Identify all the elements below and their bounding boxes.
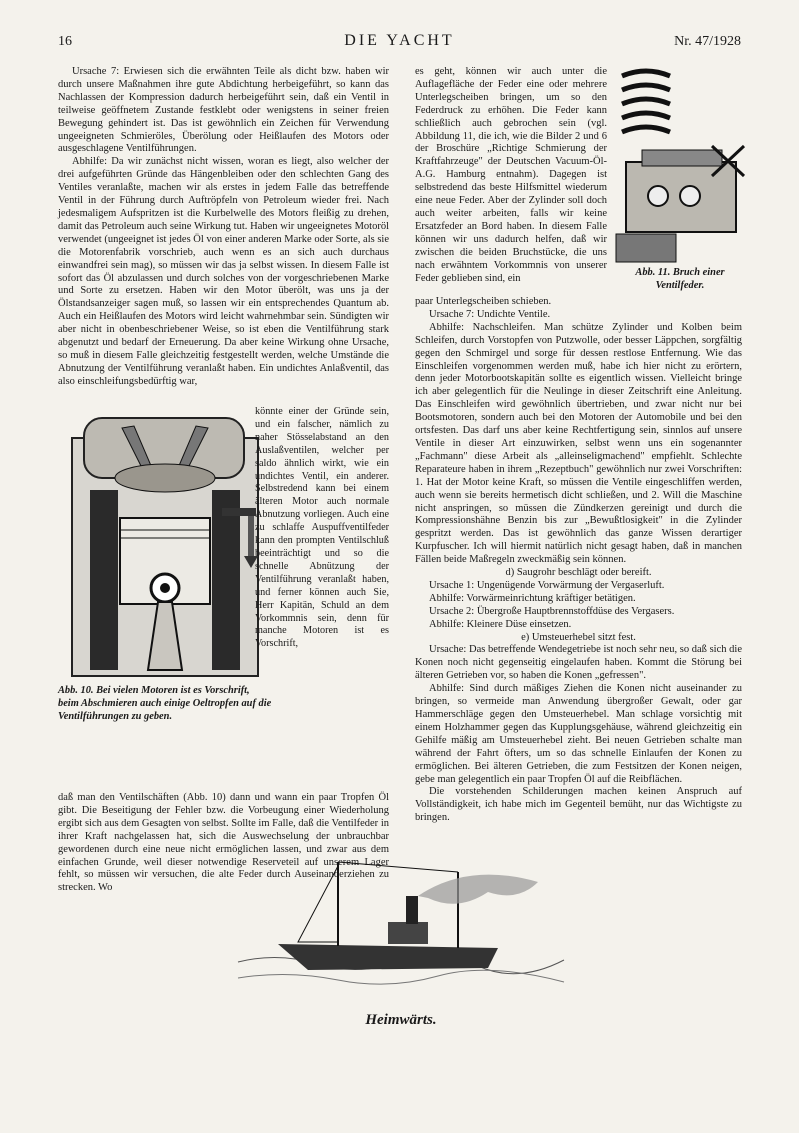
- page-number: 16: [58, 34, 72, 49]
- paragraph: paar Unterlegscheiben schieben.: [415, 296, 552, 307]
- engine-cross-section-illustration: [62, 408, 268, 676]
- right-column-top: [415, 66, 607, 296]
- figure-10-caption: Abb. 10. Bei vielen Motoren ist es Vorschrift, beim Abschmieren auch einige Oeltropfen auf die Ventilführungen zu geben.: [58, 685, 272, 722]
- steam-trawler-illustration: [238, 852, 564, 1002]
- paragraph: Ursache 2: Übergroße Hauptbrennstoffdüse des Vergasers.: [429, 605, 675, 617]
- paragraph: Die vorstehenden Schilderungen machen keinen Anspruch auf Vollständigkeit, ich habe mich im Gegenteil bemüht, nur das Wichtigste zu bringen.: [415, 786, 742, 824]
- paragraph: Ursache 7: Undichte Ventile.: [429, 308, 551, 320]
- paragraph: Abhilfe: Kleinere Düse einsetzen.: [429, 618, 572, 630]
- figure-11-caption: Abb. 11. Bruch einer Ventilfeder.: [635, 267, 725, 291]
- illustration-caption: Heimwärts.: [365, 1012, 437, 1028]
- left-column-beside-figure: [255, 406, 389, 786]
- broken-valve-spring-illustration: [612, 66, 748, 266]
- issue-number: Nr. 47/1928: [674, 34, 741, 49]
- magazine-title: DIE YACHT: [344, 32, 455, 49]
- paragraph: d) Saugrohr beschlägt oder bereift.: [505, 567, 652, 579]
- page-header: [58, 34, 741, 56]
- paragraph: Abhilfe: Sind durch mäßiges Ziehen die Konen nicht auseinander zu bringen, so vermeide man Anwendung übergroßer Gewalt, oder gar Hammerschläge gegen den Umsteuerhebel. Man schlage vorsichtig mit einem Holzhammer gegen das Kupplungsgehäuse, während gleichzeitig ein Gehilfe mäßig am Umsteuerhebel zieht. Bei neuen Getrieben schalte man während der Fahrt öfters, um so das schnelle Einlaufen der Konen zu ermöglichen. Bei älteren Getrieben, die zum Festsitzen der Konen neigen, gebe man gelegentlich ein paar Tropfen Öl auf die Reibflächen.: [415, 683, 742, 785]
- left-column-top: [58, 66, 389, 406]
- paragraph: Ursache: Das betreffende Wendegetriebe ist noch sehr neu, so daß sich die Konen noch nicht gegenseitig eingelaufen haben. Kommt die Störung bei älteren Getrieben vor, so haben die Konen „gefressen".: [415, 644, 742, 682]
- paragraph: e) Umsteuerhebel sitzt fest.: [521, 631, 636, 643]
- paragraph: könnte einer der Gründe sein, und ein falscher, nämlich zu naher Stösselabstand an den Auslaßventilen, welcher per saldo ähnlich wirkt, wie ein undichtes Ventil, ein anderer. Selbstredend kann bei einem älteren Motor auch normale Abnutzung vorliegen. Auch eine zu schlaffe Auspuffventilfeder kann den prompten Ventilschluß beeinträchtigt und so die schnelle Abnützung der Ventilführung veranlaßt haben, und ferner können auch Sie, Herr Kapitän, Schuld an dem Vorkommnis sein, denn für manche Motoren ist es Vorschrift,: [255, 406, 389, 650]
- paragraph: daß man den Ventilschäften (Abb. 10) dann und wann ein paar Tropfen Öl gibt. Die Beseitigung der Fehler bzw. die Vorbeugung einer Wiederholung ergibt sich aus dem Gesagten von selbst. Sollte im Falle, daß die Ventilfeder in ihrer Kraft nachgelassen hat, sich die Auswechselung der unbrauchbar gewordenen durch eine neue nicht ermöglichen lassen, und zwar aus dem einfachen Grunde, weil dieser notwendige Reserveteil auf unserem Lager fehlt, so müssen wir versuchen, die alte Feder durch Auseinanderziehen zu strecken. Wo: [58, 792, 389, 894]
- paragraph: Abhilfe: Vorwärmeinrichtung kräftiger betätigen.: [429, 592, 636, 604]
- right-column-main: [415, 296, 742, 856]
- paragraph: Ursache 1: Ungenügende Vorwärmung der Vergaserluft.: [429, 579, 665, 591]
- paragraph: Abhilfe: Da wir zunächst nicht wissen, woran es liegt, also welcher der drei aufgeführten Gründe das Hängenbleiben oder den schlechten Gang des Ventiles veranlaßte, machen wir als erstes in jedem Falle das betreffende Ventil in der Führung durch Auftröpfeln von Petroleum wieder frei. Nach jedesmaligem Aufspritzen ist die Kurbelwelle des Motors fleißig zu drehen, damit das Petroleum auch seine Wirkung tut. Haben wir ungeeignetes Motoröl verwendet (ungeeignet ist jedes Öl von einer anderen Marke oder Sorte, als sie die Motorenfabrik vorschrieb, auch wenn es an sich auch durchaus einwandfrei sein mag), so müssen wir das ja selbst wissen. In diesem Falle ist sofort das Öl abzulassen und durch solches von der vorgeschriebenen Marke und Sorte zu ersetzen. Haben wir den Motor überölt, was uns ja der Ölstandsanzeiger sagen muß, so lassen wir ein entsprechendes Quantum ab. Auch ein Heißlaufen des Motors wird leicht wahrnehmbar sein. Sündigten wir aber nicht in obenbeschriebener Weise, so ist eben die Ventilführung stark abgenutzt und bedarf der Erneuerung. Da aber keine Wirkung ohne Ursache, so muß in diesem Falle gleichzeitig festgestellt werden, welche Umstände die Abnutzung der Ventilführung veranlaßt haben. Ein undichtes Anlaßventil, das also einschleifungsbedürftig war,: [58, 156, 389, 387]
- paragraph: es geht, können wir auch unter die Auflagefläche der Feder eine oder mehrere Unterlegscheiben bringen, um so den Federdruck zu erhöhen. Die Feder kann schließlich auch gebrochen sein (vgl. Abbildung 11, die ich, wie die Bilder 2 und 6 der Broschüre „Richtige Schmierung der Kraftfahrzeuge" der Deutschen Vacuum-Öl-A.G. Hamburg entnahm). Dagegen ist selbstredend das beste Hilfsmittel wiederum eine neue Feder. Aber der Zylinder soll doch auch weiter arbeiten, falls wir keine Ersatzfeder an Bord haben. In diesem Falle können wir uns dadurch helfen, daß wir zwischen die beiden Bruchstücke, die uns nach erwähntem Vorkommnis von unserer Feder geblieben sind, ein: [415, 66, 607, 284]
- paragraph: Ursache 7: Erwiesen sich die erwähnten Teile als dicht bzw. haben wir durch unsere Maßnahmen ihre gute Abdichtung herbeigeführt, so kann das Nachlassen der Kompression dadurch herbeigeführt sein, daß ein Ventil in teilweise geöffnetem Zustande festklebt oder wenigstens in seiner freien Bewegung gehindert ist. Das ist gewöhnlich ein Zeichen für Verwendung ungeeigneten Schmieröles, Überölung oder Heißlaufen des Motors oder ausgeschlagene Ventilführungen.: [58, 66, 389, 155]
- paragraph: Abhilfe: Nachschleifen. Man schütze Zylinder und Kolben beim Schleifen, durch Vorstopfen von Putzwolle, oder besser Läppchen, sorgfältig gegen den Schmirgel und sorge für dessen restlose Entfernung. Wie das Einschleifen vorgenommen werden muß, habe ich hier nicht zu erörtern, denn jeder Motorbootskapitän sollte es eigentlich wissen. Vielleicht bringe ich aber gelegentlich für die Neulinge in dieser Zeitschrift eine Anleitung. Das Einschleifen wird gewöhnlich übertrieben, und zwar nicht nur bei Bootsmotoren, sondern auch bei den Motoren der Automobile und bei den ortsfesten. Das darf uns aber keine Rechtfertigung sein, sinnlos auf unsere Ventile in dieser Art einzuwirken, selbst wenn uns ein sogenannter „Fachmann" diese Arbeit als „alleinseligmachend" empfiehlt. Schlechte Reparateure haben in ihrem „Rezeptbuch" gewöhnlich nur zwei Vorschriften: 1. Hat der Motor keine Kraft, so müssen die Ventile eingeschliffen werden, auch wenn sie bereits hermetisch dicht schließen, und 2. Will die Maschine nicht anspringen, so müssen die Zündkerzen gereinigt und durch die Kompressionshähne Benzin bis zur „Bewußtlosigkeit" in die Zylinder gespritzt werden. Das ist gewöhnlich das ganze Wissen derartiger Kurpfuscher. Ich will hiermit natürlich nicht gesagt haben, daß in manchen Fällen beide Maßregeln zweckmäßig sein können.: [415, 321, 742, 566]
